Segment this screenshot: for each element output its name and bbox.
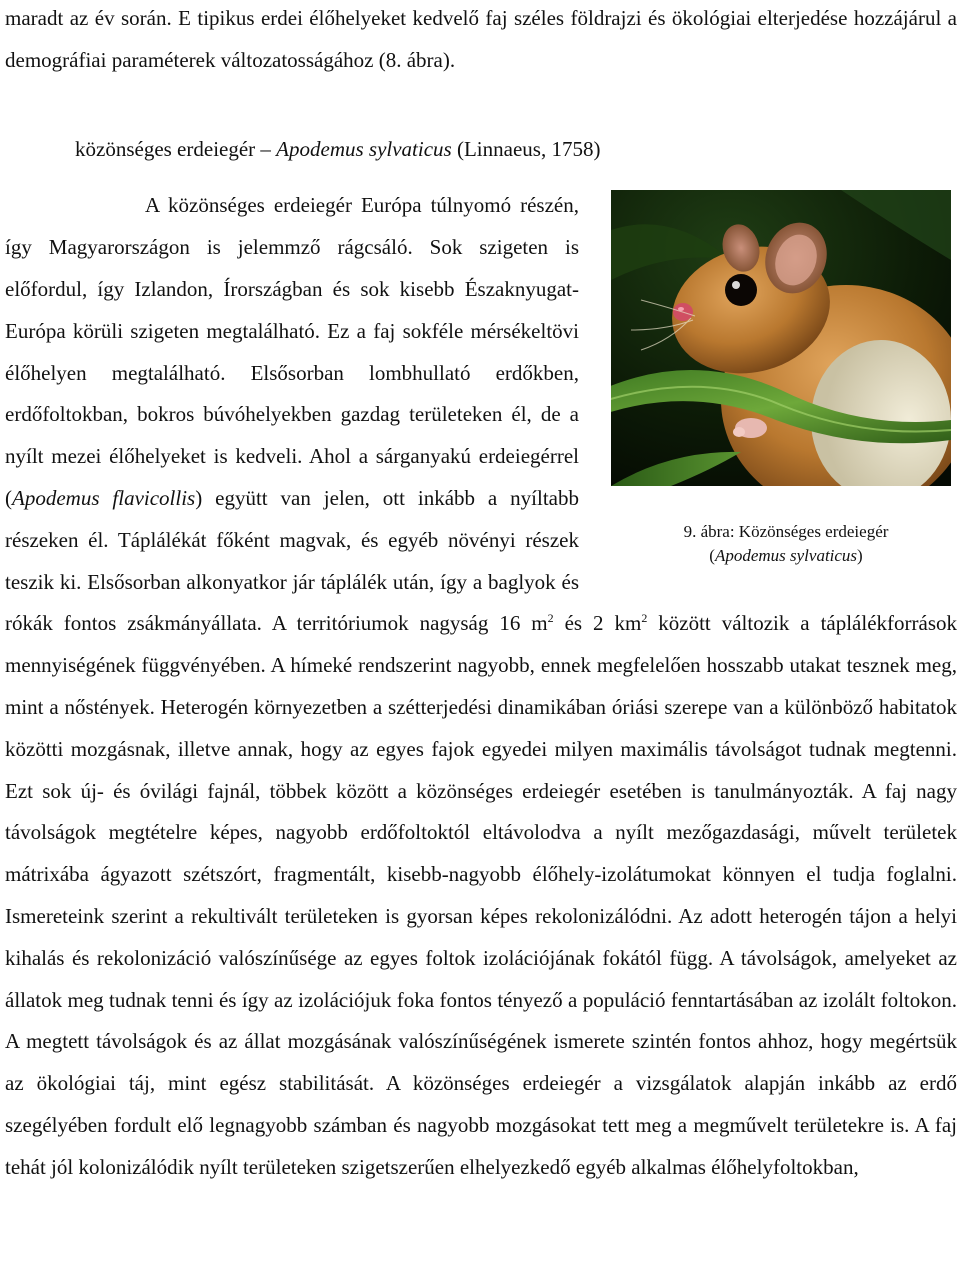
wood-mouse-photo: [611, 190, 951, 486]
figure-9: [601, 185, 960, 568]
species-heading: [75, 129, 957, 171]
related-species-latin: Apodemus flavicollis: [12, 485, 196, 510]
caption-latin-name: Apodemus sylvaticus: [714, 546, 858, 566]
caption-line-2: (Apodemus sylvaticus): [709, 546, 863, 566]
species-author: (Linnaeus, 1758): [451, 136, 601, 161]
species-description-section: [5, 185, 957, 1188]
species-latin-name: Apodemus sylvaticus: [276, 136, 452, 161]
caption-line-1: 9. ábra: Közönséges erdeiegér: [683, 522, 889, 542]
document-page: [5, 0, 957, 1189]
intro-paragraph: maradt az év során. E tipikus erdei élőhelyeket kedvelő faj széles földrajzi és ökológiai elterjedése hozzájárul a demográfiai paraméterek változatosságához (8. ábra).: [5, 6, 957, 72]
species-description-paragraph: A közönséges erdeiegér Európa túlnyomó részén, így Magyarországon is jelemmző rágcsáló. Sok szigeten is előfordul, így Izlandon, Írországban és sok kisebb Északnyugat-Európa körüli szigeten megtalálható. Ez a faj sokféle mérsékeltövi élőhelyen megtalálható. Elsősorban lombhullató erdőkben, erdőfoltokban, bokros búvóhelyekben gazdag területeken él, de a nyílt mezei élőhelyeket is kedveli. Ahol a sárganyakú erdeiegérrel (Apodemus flavicollis) együtt van jelen, ott inkább a nyíltabb részeken él. Táplálékát főként magvak, és egyéb növényi részek teszik ki. Elsősorban alkonyatkor jár táplálék után, így a baglyok és rókák fontos zsákmányállata. A territóriumok nagyság 16 $m^2$ és 2 $km^2$ között változik a táplálékforrások mennyiségének függvényében. A hímeké rendszerint nagyobb, ennek megfelelően hosszabb utakat tesznek meg, mint a nőstények. Heterogén környezetben a szétterjedési dinamikában óriási szerepe van a különböző habitatok közötti mozgásnak, illetve annak, hogy az egyes fajok egyedei milyen maximális távolságot tudnak megtenni. Ezt sok új- és óvilági fajnál, többek között a közönséges erdeiegér esetében is tanulmányozták. A faj nagy távolságok megtételre képes, nagyobb erdőfoltoktól eltávolodva a nyílt mezőgazdasági, művelt területek mátrixába ágyazott szétszórt, fragmentált, kisebb-nagyobb élőhely-izolátumokat könnyen el tudja foglalni. Ismereteink szerint a rekultivált területeken is gyorsan képes rekolonizálódni. Az adott heterogén tájon a helyi kihalás és rekolonizáció valószínűsége az egyes foltok izolációjának fokától függ. A távolságok, amelyeket az állatok meg tudnak tenni és így az izolációjuk foka fontos tényező a populáció fenntartásában az izolált foltokon. A megtett távolságok és az állat mozgásának valószínűségének ismerete szintén fontos ahhoz, hogy megértsük az ökológiai táj, mint egész stabilitását. A közönséges erdeiegér a vizsgálatok alapján inkább az erdő szegélyében fordult elő legnagyobb számban és nagyobb mozgásokat tett meg a megművelt területekre is. A faj tehát jól kolonizálódik nyílt területeken szigetszerűen elhelyezkedő egyéb alkalmas élőhelyfoltokban,: [5, 193, 958, 1179]
superscript-square-km: 2: [641, 611, 648, 626]
figure-caption: [611, 520, 960, 568]
species-common-name: közönséges erdeiegér –: [75, 136, 277, 161]
superscript-square-m: 2: [547, 611, 554, 626]
